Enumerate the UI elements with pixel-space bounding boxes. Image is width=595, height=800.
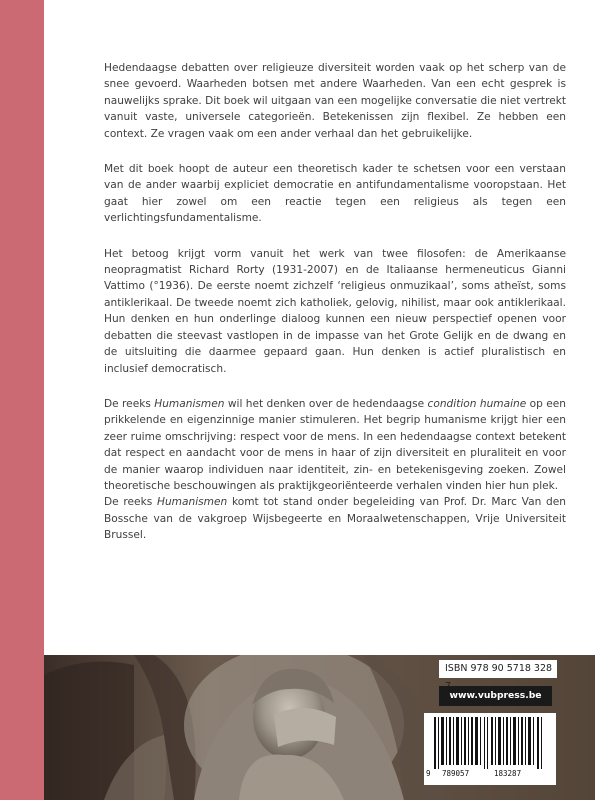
barcode-bars [434, 717, 546, 769]
series-text-b: wil het denken over de hedendaagse [224, 397, 428, 410]
spine-band [0, 0, 44, 800]
paragraph-intro: Hedendaagse debatten over religieuze diversiteit worden vaak op het scherp van de snee gevoerd. Waarheden botsen met andere Waarheden. Van een echt gesprek is nauwelijks sprake. Dit boek wil uitgaan van een mogelijke conversatie die niet vertrekt vanuit vaste, universele categorieën. Betekenissen zijn flexibel. Ze hebben een context. Ze vragen vaak om een ander verhaal dan het gebruikelijke. [104, 62, 566, 140]
barcode-lead-digit: 9 [426, 769, 431, 778]
back-cover-text-area [44, 0, 595, 655]
barcode-digits [424, 769, 556, 783]
series-title-2: Humanismen [156, 496, 228, 509]
blurb [104, 60, 566, 544]
paragraph-philosophers: Het betoog krijgt vorm vanuit het werk van twee filosofen: de Amerikaanse neopragmatist Richard Rorty (1931-2007) en de Italiaanse hermeneuticus Gianni Vattimo (°1936). De eerste noemt zichzelf ‘religieus onmuzikaal’, soms atheïst, soms antiklerikaal. De tweede noemt zich katholiek, gelovig, nihilist, maar ook antiklerikaal. Hun denken en hun onderlinge dialoog kunnen een nieuw perspectief openen voor debatten die steevast vastlopen in de impasse van het Grote Gelijk en de dwang en de uitsluiting die daarmee gepaard gaan. Hun denken is actief pluralistisch en inclusief democratisch. [104, 247, 566, 375]
series-text-a: De reeks [104, 397, 155, 410]
series-text-e: komt tot stand onder begeleiding van Prof. Dr. Marc Van den Bossche van de vakgroep Wijsbegeerte en Moraalwetenschappen, Vrije Universiteit Brussel. [104, 496, 566, 542]
isbn-label: ISBN 978 90 5718 328 [439, 660, 557, 678]
barcode-group-1: 789057 [442, 769, 470, 778]
barcode [424, 713, 556, 785]
publisher-url: www.vubpress.be [439, 686, 552, 706]
paragraph-aim: Met dit boek hoopt de auteur een theoretisch kader te schetsen voor een verstaan van de ander waarbij expliciet democratie en antifundamentalisme vooropstaan. Het gaat hier zowel om een reactie tegen een religieus als tegen een verlichtingsfundamentalisme. [104, 163, 566, 225]
series-text-d: De reeks [104, 496, 157, 509]
paragraph-series [104, 396, 566, 544]
condition-humaine: condition humaine [427, 397, 527, 410]
series-title: Humanismen [154, 397, 225, 410]
series-text-c: op een prikkelende en eigenzinnige manier stimuleren. Het begrip humanisme krijgt hier een zeer ruime omschrijving: respect voor de mens. In een hedendaagse context betekent dat respect en aandacht voor de mens in haar of zijn diversiteit en pluraliteit en voor de manier waarop individuen naar identiteit, zin- en betekenisgeving zoeken. Zowel theoretische beschouwingen als praktijkgeoriënteerde verhalen vinden hier hun plek. [104, 397, 567, 492]
barcode-group-2: 183287 [494, 769, 522, 778]
